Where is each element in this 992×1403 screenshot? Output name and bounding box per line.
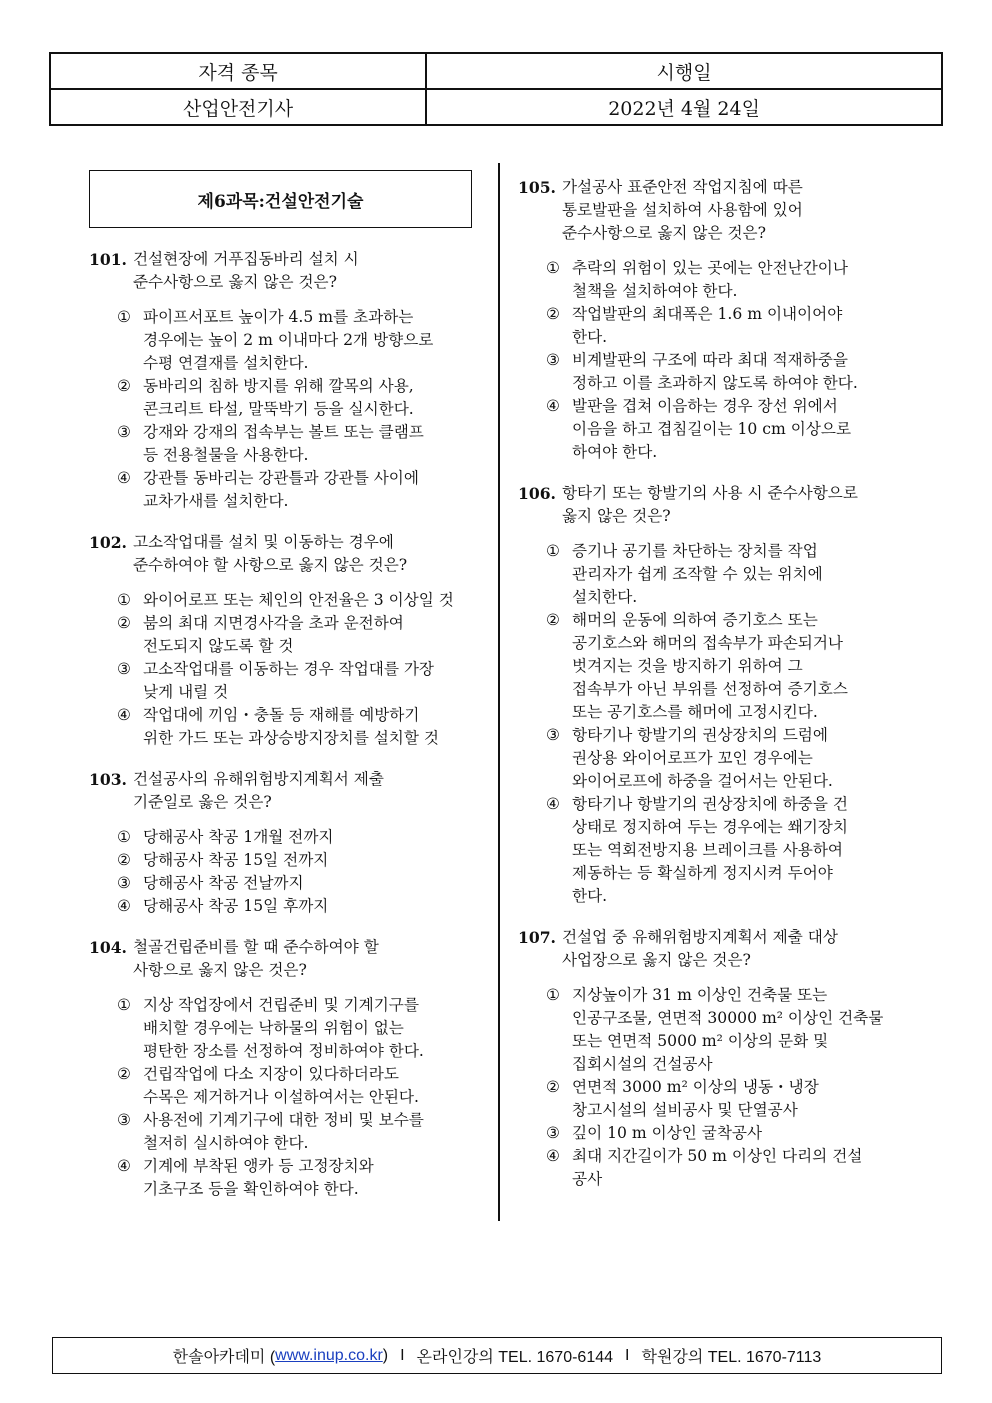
- option-marker: ②: [546, 1078, 560, 1096]
- option-line: 당해공사 착공 1개월 전까지: [143, 828, 334, 846]
- option-line: 콘크리트 타설, 말뚝박기 등을 실시한다.: [143, 400, 414, 418]
- answer-options: [518, 984, 938, 1191]
- footer-url-link[interactable]: www.inup.co.kr: [275, 1346, 383, 1364]
- question-number: 102.: [89, 533, 127, 552]
- answer-option: [546, 724, 938, 793]
- option-line: 강관틀 동바리는 강관틀과 강관틀 사이에: [143, 469, 419, 487]
- option-text: [572, 1145, 938, 1191]
- option-marker: ①: [546, 259, 560, 277]
- question-stem: [89, 531, 489, 577]
- answer-option: [117, 1155, 489, 1201]
- question-number: 101.: [89, 250, 127, 269]
- option-line: 경우에는 높이 2 m 이내마다 2개 방향으로: [143, 331, 434, 349]
- option-line: 해머의 운동에 의하여 증기호스 또는: [572, 611, 818, 629]
- option-text: [572, 540, 938, 609]
- option-line: 당해공사 착공 15일 전까지: [143, 851, 329, 869]
- option-marker: ②: [117, 1065, 131, 1083]
- option-line: 한다.: [572, 887, 608, 905]
- header-qualification-label: 자격 종목: [50, 53, 426, 89]
- option-marker: ③: [117, 660, 131, 678]
- option-text: [572, 724, 938, 793]
- option-line: 최대 지간길이가 50 m 이상인 다리의 건설: [572, 1147, 863, 1165]
- option-marker: ②: [117, 377, 131, 395]
- option-marker: ④: [117, 897, 131, 915]
- question-stem-text: [562, 176, 938, 245]
- option-text: [143, 872, 489, 895]
- option-text: [572, 1122, 938, 1145]
- option-text: [572, 257, 938, 303]
- option-line: 건립작업에 다소 지장이 있다하더라도: [143, 1065, 399, 1083]
- option-text: [143, 826, 489, 849]
- option-marker: ④: [546, 1147, 560, 1165]
- question-stem-text: [133, 768, 489, 814]
- option-marker: ②: [117, 851, 131, 869]
- option-line: 등 전용철물을 사용한다.: [143, 446, 309, 464]
- stem-line: 옳지 않은 것은?: [561, 507, 671, 525]
- option-line: 파이프서포트 높이가 4.5 m를 초과하는: [143, 308, 414, 326]
- option-line: 연면적 3000 m² 이상의 냉동・냉장: [572, 1078, 819, 1096]
- option-line: 증기나 공기를 차단하는 장치를 작업: [572, 542, 818, 560]
- option-text: [572, 395, 938, 464]
- option-line: 배치할 경우에는 낙하물의 위험이 없는: [143, 1019, 404, 1037]
- answer-option: [546, 1122, 938, 1145]
- option-text: [143, 704, 489, 750]
- option-line: 공기호스와 해머의 접속부가 파손되거나: [572, 634, 843, 652]
- option-line: 한다.: [572, 328, 608, 346]
- stem-line: 준수사항으로 옳지 않은 것은?: [561, 224, 766, 242]
- option-marker: ④: [117, 469, 131, 487]
- question-stem: [518, 926, 938, 972]
- option-line: 접속부가 아닌 부위를 선정하여 증기호스: [572, 680, 848, 698]
- stem-line: 고소작업대를 설치 및 이동하는 경우에: [132, 533, 394, 551]
- answer-option: [117, 895, 489, 918]
- option-line: 붐의 최대 지면경사각을 초과 운전하여: [143, 614, 404, 632]
- question-stem-text: [133, 248, 489, 294]
- option-text: [143, 994, 489, 1063]
- right-column: [518, 176, 938, 1209]
- option-line: 위한 가드 또는 과상승방지장치를 설치할 것: [143, 729, 439, 747]
- answer-options: [518, 257, 938, 464]
- stem-line: 기준일로 옳은 것은?: [132, 793, 272, 811]
- option-line: 작업대에 끼임・충돌 등 재해를 예방하기: [143, 706, 420, 724]
- option-line: 공사: [572, 1170, 603, 1188]
- stem-line: 사업장으로 옳지 않은 것은?: [561, 951, 751, 969]
- option-line: 평탄한 장소를 선정하여 정비하여야 한다.: [143, 1042, 424, 1060]
- option-text: [143, 1155, 489, 1201]
- option-line: 항타기나 항발기의 권상장치에 하중을 건: [572, 795, 848, 813]
- option-marker: ①: [117, 996, 131, 1014]
- option-line: 정하고 이를 초과하지 않도록 하여야 한다.: [572, 374, 858, 392]
- option-text: [572, 349, 938, 395]
- stem-line: 철골건립준비를 할 때 준수하여야 할: [132, 938, 379, 956]
- option-marker: ④: [546, 397, 560, 415]
- option-marker: ④: [546, 795, 560, 813]
- footer-academy-close: ): [382, 1346, 389, 1364]
- option-marker: ②: [546, 305, 560, 323]
- column-divider: [498, 163, 500, 1221]
- option-line: 와이어로프 또는 체인의 안전율은 3 이상일 것: [143, 591, 454, 609]
- option-line: 집회시설의 건설공사: [572, 1055, 713, 1073]
- option-line: 작업발판의 최대폭은 1.6 m 이내이어야: [572, 305, 843, 323]
- option-line: 관리자가 쉽게 조작할 수 있는 위치에: [572, 565, 823, 583]
- answer-options: [89, 306, 489, 513]
- answer-option: [117, 1063, 489, 1109]
- option-line: 제동하는 등 확실하게 정지시켜 두어야: [572, 864, 833, 882]
- answer-option: [546, 540, 938, 609]
- answer-option: [117, 589, 489, 612]
- option-line: 또는 역회전방지용 브레이크를 사용하여: [572, 841, 843, 859]
- option-marker: ④: [117, 706, 131, 724]
- option-line: 지상높이가 31 m 이상인 건축물 또는: [572, 986, 828, 1004]
- answer-option: [117, 872, 489, 895]
- footer-separator: I: [400, 1346, 405, 1364]
- answer-option: [117, 612, 489, 658]
- option-marker: ③: [117, 874, 131, 892]
- option-line: 동바리의 침하 방지를 위해 깔목의 사용,: [143, 377, 414, 395]
- option-marker: ④: [117, 1157, 131, 1175]
- option-text: [143, 1109, 489, 1155]
- answer-option: [546, 984, 938, 1076]
- subject-title: 제6과목:건설안전기술: [89, 170, 472, 228]
- page-footer: [52, 1337, 942, 1374]
- option-line: 사용전에 기계기구에 대한 정비 및 보수를: [143, 1111, 424, 1129]
- answer-option: [117, 849, 489, 872]
- option-line: 발판을 겹쳐 이음하는 경우 장선 위에서: [572, 397, 838, 415]
- question-stem-text: [133, 531, 489, 577]
- answer-option: [546, 1076, 938, 1122]
- option-marker: ③: [546, 726, 560, 744]
- option-text: [143, 589, 489, 612]
- option-text: [143, 895, 489, 918]
- option-text: [143, 375, 489, 421]
- option-line: 강재와 강재의 접속부는 볼트 또는 클램프: [143, 423, 424, 441]
- option-line: 권상용 와이어로프가 꼬인 경우에는: [572, 749, 813, 767]
- question-stem-text: [562, 926, 938, 972]
- option-marker: ③: [117, 423, 131, 441]
- answer-option: [117, 826, 489, 849]
- option-text: [143, 612, 489, 658]
- answer-option: [117, 994, 489, 1063]
- exam-header-table: [49, 52, 943, 126]
- option-line: 와이어로프에 하중을 걸어서는 안된다.: [572, 772, 833, 790]
- option-text: [572, 984, 938, 1076]
- option-line: 비계발판의 구조에 따라 최대 적재하중을: [572, 351, 848, 369]
- option-line: 철책을 설치하여야 한다.: [572, 282, 738, 300]
- option-marker: ①: [546, 542, 560, 560]
- footer-offline-tel: 학원강의 TEL. 1670-7113: [641, 1349, 822, 1366]
- option-line: 고소작업대를 이동하는 경우 작업대를 가장: [143, 660, 434, 678]
- stem-line: 항타기 또는 항발기의 사용 시 준수사항으로: [561, 484, 858, 502]
- option-line: 추락의 위험이 있는 곳에는 안전난간이나: [572, 259, 848, 277]
- question-item: [89, 531, 489, 750]
- option-marker: ①: [117, 591, 131, 609]
- question-item: [518, 482, 938, 908]
- answer-option: [546, 609, 938, 724]
- answer-option: [546, 793, 938, 908]
- stem-line: 사항으로 옳지 않은 것은?: [132, 961, 307, 979]
- answer-option: [117, 421, 489, 467]
- answer-option: [546, 395, 938, 464]
- option-marker: ①: [546, 986, 560, 1004]
- question-stem: [518, 176, 938, 245]
- option-text: [143, 421, 489, 467]
- question-stem: [89, 248, 489, 294]
- question-stem: [89, 768, 489, 814]
- footer-separator: I: [625, 1346, 630, 1364]
- option-line: 하여야 한다.: [572, 443, 658, 461]
- option-marker: ①: [117, 828, 131, 846]
- question-stem: [89, 936, 489, 982]
- answer-option: [546, 1145, 938, 1191]
- question-stem: [518, 482, 938, 528]
- option-line: 기초구조 등을 확인하여야 한다.: [143, 1180, 359, 1198]
- option-line: 인공구조물, 연면적 30000 m² 이상인 건축물: [572, 1009, 884, 1027]
- question-stem-text: [133, 936, 489, 982]
- option-line: 전도되지 않도록 할 것: [143, 637, 294, 655]
- option-marker: ①: [117, 308, 131, 326]
- answer-options: [518, 540, 938, 908]
- option-text: [143, 306, 489, 375]
- option-line: 수평 연결재를 설치한다.: [143, 354, 309, 372]
- header-qualification-value: 산업안전기사: [50, 89, 426, 125]
- question-number: 107.: [518, 928, 556, 947]
- option-text: [143, 1063, 489, 1109]
- stem-line: 준수사항으로 옳지 않은 것은?: [132, 273, 337, 291]
- answer-option: [117, 467, 489, 513]
- answer-option: [117, 306, 489, 375]
- answer-option: [546, 349, 938, 395]
- answer-option: [117, 658, 489, 704]
- question-item: [518, 926, 938, 1191]
- question-number: 105.: [518, 178, 556, 197]
- question-number: 104.: [89, 938, 127, 957]
- option-line: 낮게 내릴 것: [143, 683, 229, 701]
- answer-option: [546, 257, 938, 303]
- answer-options: [89, 589, 489, 750]
- footer-academy: 한솔아카데미 (: [172, 1349, 276, 1366]
- answer-option: [546, 303, 938, 349]
- option-line: 당해공사 착공 전날까지: [143, 874, 304, 892]
- stem-line: 건설공사의 유해위험방지계획서 제출: [132, 770, 384, 788]
- option-text: [143, 849, 489, 872]
- stem-line: 건설업 중 유해위험방지계획서 제출 대상: [561, 928, 838, 946]
- answer-options: [89, 994, 489, 1201]
- option-line: 설치한다.: [572, 588, 638, 606]
- answer-option: [117, 375, 489, 421]
- header-date-label: 시행일: [426, 53, 942, 89]
- stem-line: 준수하여야 할 사항으로 옳지 않은 것은?: [132, 556, 408, 574]
- option-text: [572, 793, 938, 908]
- option-marker: ②: [546, 611, 560, 629]
- option-line: 상태로 정지하여 두는 경우에는 쐐기장치: [572, 818, 848, 836]
- footer-online-tel: 온라인강의 TEL. 1670-6144: [416, 1349, 614, 1366]
- header-date-value: 2022년 4월 24일: [426, 89, 942, 125]
- stem-line: 가설공사 표준안전 작업지침에 따른: [561, 178, 803, 196]
- option-line: 이음을 하고 겹침길이는 10 cm 이상으로: [572, 420, 852, 438]
- option-text: [143, 467, 489, 513]
- option-line: 수목은 제거하거나 이설하여서는 안된다.: [143, 1088, 419, 1106]
- stem-line: 통로발판을 설치하여 사용함에 있어: [561, 201, 803, 219]
- question-item: [89, 768, 489, 918]
- option-line: 철저히 실시하여야 한다.: [143, 1134, 309, 1152]
- option-marker: ③: [546, 351, 560, 369]
- answer-option: [117, 704, 489, 750]
- question-item: [518, 176, 938, 464]
- left-column: [89, 248, 489, 1219]
- option-text: [143, 658, 489, 704]
- option-line: 창고시설의 설비공사 및 단열공사: [572, 1101, 798, 1119]
- option-line: 또는 연면적 5000 m² 이상의 문화 및: [572, 1032, 829, 1050]
- option-text: [572, 303, 938, 349]
- option-marker: ③: [546, 1124, 560, 1142]
- question-item: [89, 936, 489, 1201]
- option-line: 항타기나 항발기의 권상장치의 드럼에: [572, 726, 828, 744]
- option-line: 벗겨지는 것을 방지하기 위하여 그: [572, 657, 803, 675]
- option-line: 지상 작업장에서 건립준비 및 기계기구를: [143, 996, 419, 1014]
- answer-options: [89, 826, 489, 918]
- option-line: 또는 공기호스를 해머에 고정시킨다.: [572, 703, 818, 721]
- stem-line: 건설현장에 거푸집동바리 설치 시: [132, 250, 359, 268]
- option-line: 깊이 10 m 이상인 굴착공사: [572, 1124, 763, 1142]
- option-line: 교차가새를 설치한다.: [143, 492, 289, 510]
- option-line: 당해공사 착공 15일 후까지: [143, 897, 329, 915]
- option-text: [572, 1076, 938, 1122]
- option-marker: ③: [117, 1111, 131, 1129]
- option-text: [572, 609, 938, 724]
- option-line: 기계에 부착된 앵카 등 고정장치와: [143, 1157, 374, 1175]
- question-number: 103.: [89, 770, 127, 789]
- question-number: 106.: [518, 484, 556, 503]
- question-stem-text: [562, 482, 938, 528]
- answer-option: [117, 1109, 489, 1155]
- question-item: [89, 248, 489, 513]
- option-marker: ②: [117, 614, 131, 632]
